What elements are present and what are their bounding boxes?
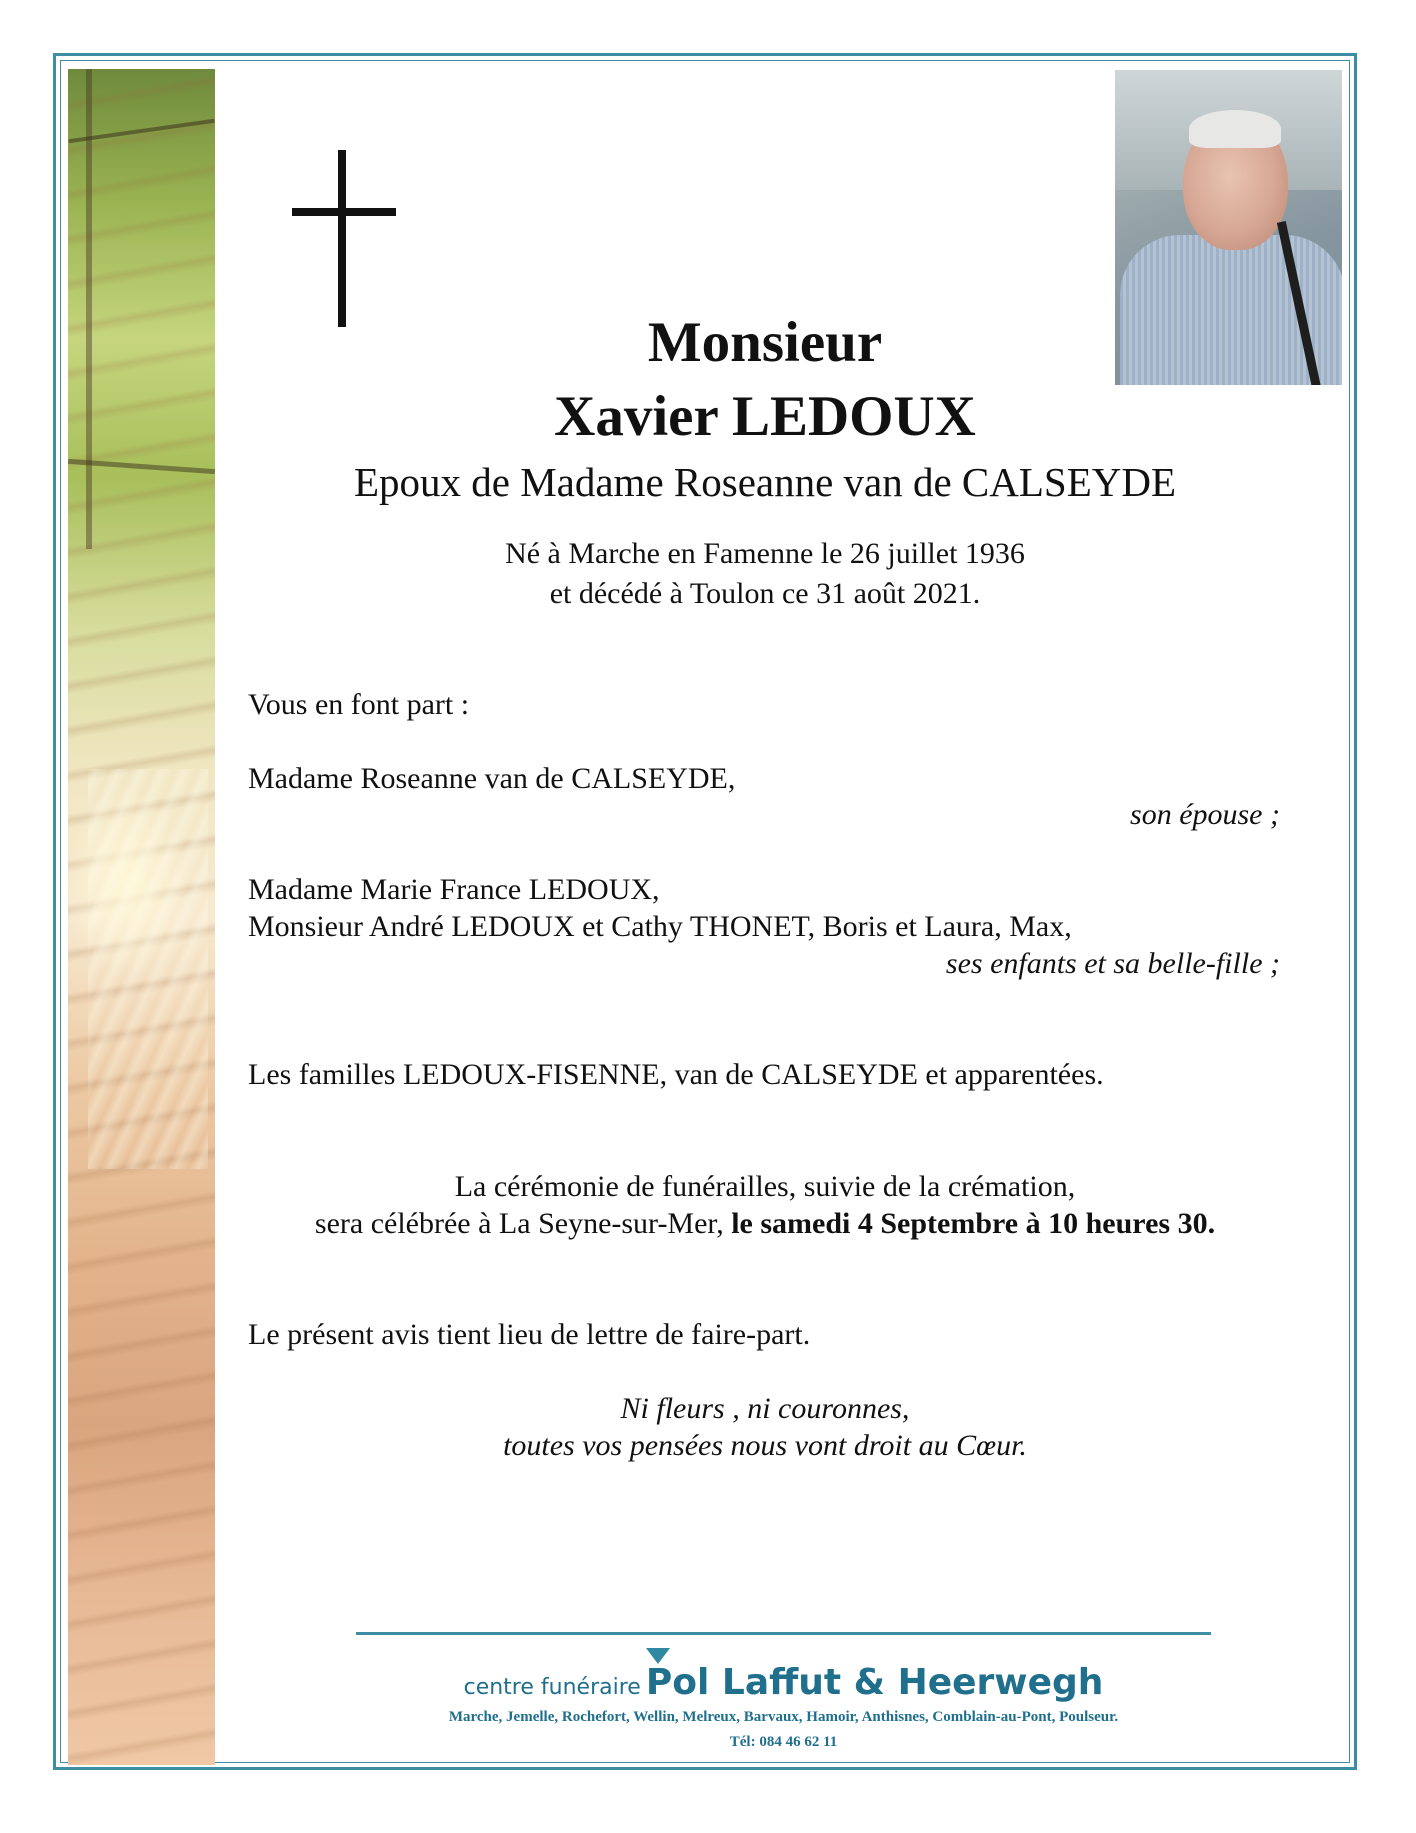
spouse-name: Madame Roseanne van de CALSEYDE, [248, 762, 736, 795]
birth-line: Né à Marche en Famenne le 26 juillet 1936 [505, 537, 1025, 570]
spouse-line: Epoux de Madame Roseanne van de CALSEYDE [353, 459, 1177, 505]
intro-line: Vous en font part : [248, 688, 470, 721]
child-line-2: Monsieur André LEDOUX et Cathy THONET, Boris et Laura, Max, [248, 910, 1072, 943]
funeral-home-brand [356, 1662, 1211, 1703]
child-line-1: Madame Marie France LEDOUX, [248, 873, 660, 906]
footer-towns: Marche, Jemelle, Rochefort, Wellin, Melreux, Barvaux, Hamoir, Anthisnes, Comblain-au-Pont, Poulseur. [448, 1709, 1119, 1725]
families-line: Les familles LEDOUX-FISENNE, van de CALSEYDE et apparentées. [248, 1058, 1104, 1091]
death-line: et décédé à Toulon ce 31 août 2021. [549, 577, 981, 610]
forest-path-image [68, 69, 215, 1765]
honorific-title: Monsieur [647, 311, 883, 374]
ceremony-date: le samedi 4 Septembre à 10 heures 30. [731, 1207, 1216, 1240]
spouse-role: son épouse ; [1130, 798, 1280, 831]
ceremony-line-1: La cérémonie de funérailles, suivie de la crémation, [454, 1170, 1076, 1203]
wish-line-2: toutes vos pensées nous vont droit au Cœur. [503, 1429, 1027, 1462]
ceremony-place: sera célébrée à La Seyne-sur-Mer, [314, 1207, 732, 1240]
closing-line: Le présent avis tient lieu de lettre de faire-part. [248, 1318, 811, 1351]
deceased-name: Xavier LEDOUX [554, 385, 976, 448]
brand-prefix: centre funéraire [463, 1675, 641, 1700]
footer-phone: Tél: 084 46 62 11 [729, 1734, 838, 1750]
footer-divider [356, 1632, 1211, 1635]
wish-line-1: Ni fleurs , ni couronnes, [620, 1392, 910, 1425]
ceremony-line-2 [215, 1207, 1315, 1241]
children-role: ses enfants et sa belle-fille ; [945, 947, 1280, 980]
brand-name: Pol Laffut & Heerwegh [645, 1662, 1104, 1703]
